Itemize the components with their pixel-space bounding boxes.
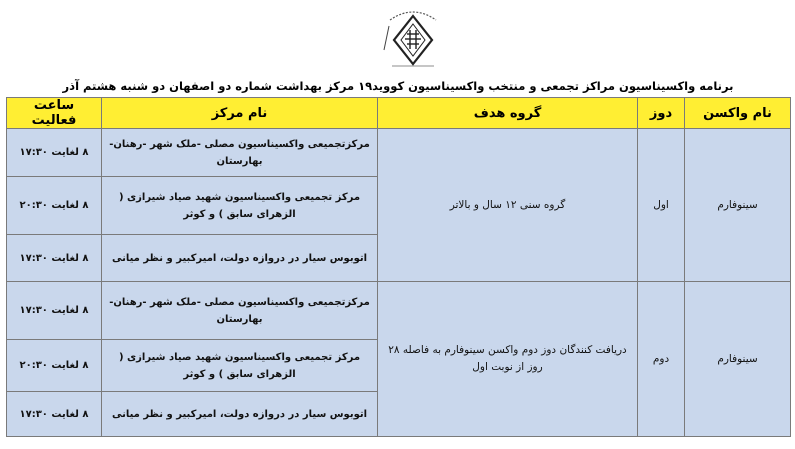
table-header-row — [7, 98, 791, 129]
center-cell: مرکز تجمیعی واکسیناسیون شهید صیاد شیرازی ( الزهرای سابق ) و کوثر — [102, 177, 378, 235]
vaccination-schedule-table — [6, 97, 791, 437]
vaccine-cell: سینوفارم — [685, 282, 791, 437]
hours-cell: ۸ لغایت ۱۷:۳۰ — [7, 282, 102, 340]
university-emblem-icon — [382, 6, 444, 70]
center-cell: مرکز تجمیعی واکسیناسیون شهید صیاد شیرازی ( الزهرای سابق ) و کوثر — [102, 340, 378, 392]
hours-cell: ۸ لغایت ۱۷:۳۰ — [7, 129, 102, 177]
hours-cell: ۸ لغایت ۲۰:۳۰ — [7, 340, 102, 392]
hours-cell: ۸ لغایت ۱۷:۳۰ — [7, 392, 102, 437]
page-title: برنامه واکسیناسیون مراکز تجمعی و منتخب واکسیناسیون کووید۱۹ مرکز بهداشت شماره دو اصفهان دو شنبه هشتم آذر — [62, 79, 734, 93]
table-row — [7, 129, 791, 177]
university-logo — [382, 6, 444, 70]
target-group-cell: دریافت کنندگان دوز دوم واکسن سینوفارم به فاصله ۲۸ روز از نوبت اول — [378, 282, 638, 437]
column-header-target-group: گروه هدف — [378, 98, 638, 129]
column-header-center: نام مرکز — [102, 98, 378, 129]
hours-cell: ۸ لغایت ۱۷:۳۰ — [7, 235, 102, 282]
table-row — [7, 282, 791, 340]
column-header-vaccine: نام واکسن — [685, 98, 791, 129]
column-header-hours: ساعت فعالیت — [7, 98, 102, 129]
vaccine-cell: سینوفارم — [685, 129, 791, 282]
dose-cell: دوم — [638, 282, 685, 437]
center-cell: اتوبوس سیار در دروازه دولت، امیرکبیر و نظر میانی — [102, 392, 378, 437]
target-group-cell: گروه سنی ۱۲ سال و بالاتر — [378, 129, 638, 282]
column-header-dose: دوز — [638, 98, 685, 129]
hours-cell: ۸ لغایت ۲۰:۳۰ — [7, 177, 102, 235]
center-cell: اتوبوس سیار در دروازه دولت، امیرکبیر و نظر میانی — [102, 235, 378, 282]
center-cell: مرکزتجمیعی واکسیناسیون مصلی -ملک شهر -رهنان- بهارستان — [102, 282, 378, 340]
center-cell: مرکزتجمیعی واکسیناسیون مصلی -ملک شهر -رهنان- بهارستان — [102, 129, 378, 177]
dose-cell: اول — [638, 129, 685, 282]
